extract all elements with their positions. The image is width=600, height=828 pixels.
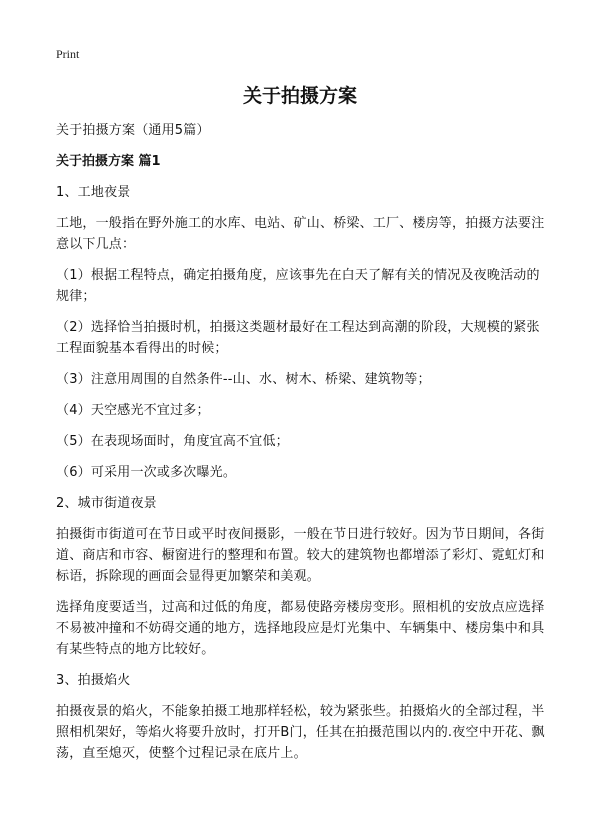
paragraph: 拍摄街市街道可在节日或平时夜间摄影，一般在节日进行较好。因为节日期间，各街道、商店和市容、橱窗进行的整理和布置。较大的建筑物也都增添了彩灯、霓虹灯和标语，拆除现的画面会显得更加繁荣和美观。 (56, 527, 545, 584)
paragraph: （3）注意用周围的自然条件--山、水、树木、桥梁、建筑物等； (56, 372, 431, 387)
paragraph: （2）选择恰当拍摄时机，拍摄这类题材最好在工程达到高潮的阶段，大规模的紧张工程面貌基本看得出的时候； (56, 320, 540, 356)
paragraph: 1、工地夜景 (56, 185, 131, 200)
document-subtitle: 关于拍摄方案（通用5篇） (56, 123, 210, 138)
paragraph: 选择角度要适当，过高和过低的角度，都易使路旁楼房变形。照相机的安放点应选择不易被冲撞和不妨碍交通的地方，选择地段应是灯光集中、车辆集中、楼房集中和具有某些特点的地方比较好。 (56, 600, 545, 657)
section-heading: 关于拍摄方案 篇1 (56, 154, 161, 169)
paragraph: 2、城市街道夜景 (56, 496, 157, 511)
paragraph: （1）根据工程特点，确定拍摄角度，应该事先在白天了解有关的情况及夜晚活动的规律； (56, 268, 540, 304)
page-title: 关于拍摄方案 (242, 85, 357, 107)
print-button[interactable]: Print (56, 47, 80, 61)
paragraph: （4）天空感光不宜过多； (56, 403, 210, 418)
paragraph: （5）在表现场面时，角度宜高不宜低； (56, 434, 289, 449)
paragraph: 工地，一般指在野外施工的水库、电站、矿山、桥梁、工厂、楼房等，拍摄方法要注意以下几点： (56, 216, 545, 252)
paragraph: 拍摄夜景的焰火，不能象拍摄工地那样轻松，较为紧张些。拍摄焰火的全部过程，半照相机架好，等焰火将要升放时，打开B门，任其在拍摄范围以内的.夜空中开花、飘荡，直至熄灭，使整个过程记录在底片上。 (56, 704, 545, 761)
paragraph: 3、拍摄焰火 (56, 673, 131, 688)
paragraph: （6）可采用一次或多次曝光。 (56, 465, 237, 480)
document-body (56, 120, 551, 774)
